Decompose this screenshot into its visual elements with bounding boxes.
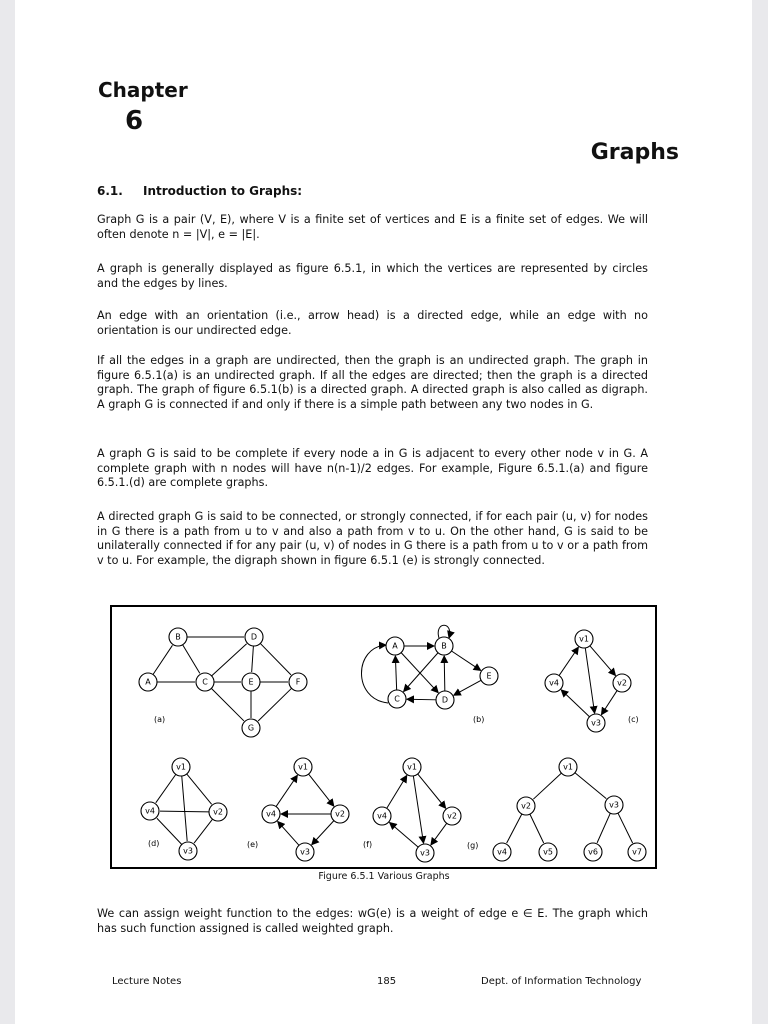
- graph-b-vertex-label: B: [441, 641, 447, 651]
- page-title: Graphs: [590, 140, 679, 165]
- graph-b-vertex-label: A: [392, 641, 398, 651]
- graph-a-vertex-label: G: [247, 723, 255, 733]
- panel-label-f: (f): [363, 840, 373, 849]
- graph-e-vertex-label: v2: [335, 809, 345, 819]
- graph-b-edge: [404, 653, 438, 692]
- graph-b-self-loop: [438, 625, 450, 638]
- graph-g-vertex-label: v3: [609, 800, 619, 810]
- graph-b-edge: [444, 656, 445, 691]
- graph-c-edge: [585, 648, 594, 713]
- graph-d-vertex-label: v1: [176, 762, 186, 772]
- graph-e-edge: [278, 821, 299, 845]
- graph-e-vertex-label: v1: [298, 762, 308, 772]
- graph-g-edge: [530, 814, 544, 843]
- paragraph-2: A graph is generally displayed as figure 6.5.1, in which the vertices are represented by circles and the edges by lines.: [97, 262, 648, 290]
- chapter-number: 6: [125, 106, 144, 136]
- graph-c-vertex-label: v2: [617, 678, 627, 688]
- graph-c-edge: [559, 647, 578, 675]
- graph-d-edge: [182, 776, 187, 841]
- graph-b-curved-edge: [362, 645, 389, 703]
- graph-g-edge: [597, 813, 610, 843]
- graph-g-edge: [575, 773, 606, 799]
- panel-label-a: (a): [154, 715, 166, 724]
- graph-a-edge: [212, 644, 247, 676]
- section-title: Introduction to Graphs:: [143, 184, 303, 198]
- graph-g-vertex-label: v4: [497, 847, 507, 857]
- graph-a-edge: [258, 688, 291, 721]
- graph-c-edge: [590, 646, 616, 676]
- graph-c-vertex-label: v4: [549, 678, 559, 688]
- footer-right: Dept. of Information Technology: [481, 976, 642, 987]
- graph-a-edge: [211, 688, 244, 721]
- graph-f-edge: [413, 776, 423, 843]
- graph-d-edge: [194, 819, 212, 843]
- graph-b-vertex-label: C: [394, 694, 400, 704]
- graph-b-vertex-label: D: [441, 695, 449, 705]
- vertices-layer: [139, 628, 646, 862]
- graph-c-vertex-label: v3: [591, 718, 601, 728]
- graph-a-edge: [252, 646, 254, 672]
- graph-b-vertex-label: E: [486, 671, 492, 681]
- graph-a-vertex-label: C: [202, 677, 208, 687]
- graph-f-edge: [387, 776, 407, 809]
- graph-d-vertex-label: v3: [183, 846, 193, 856]
- graph-b-edge: [395, 656, 396, 690]
- paragraph-5: A graph G is said to be complete if every node a in G is adjacent to every other node v in G. A complete graph with n nodes will have n(n-1)/2 edges. For example, Figure 6.5.1.(a) and figure 6.5.1.(d) are complete graphs.: [97, 447, 648, 489]
- figure-box: [110, 605, 657, 869]
- graph-e-vertex-label: v3: [300, 847, 310, 857]
- paragraph-3: An edge with an orientation (i.e., arrow head) is a directed edge, while an edge with no orientation is our undirected edge.: [97, 309, 648, 337]
- graph-g-edge: [533, 773, 561, 799]
- graphs-figure: [112, 607, 659, 871]
- panel-label-e: (e): [247, 840, 259, 849]
- graph-f-edge: [418, 774, 446, 808]
- graph-f-vertex-label: v4: [377, 811, 387, 821]
- figure-caption: Figure 6.5.1 Various Graphs: [318, 871, 450, 882]
- graph-d-edge: [187, 774, 212, 804]
- graph-f-vertex-label: v1: [407, 762, 417, 772]
- graph-a-edge: [183, 645, 200, 674]
- graph-f-vertex-label: v3: [420, 848, 430, 858]
- graph-b-edge: [454, 680, 481, 695]
- panel-labels-layer: [148, 715, 639, 850]
- graph-a-vertex-label: B: [175, 632, 181, 642]
- graph-g-vertex-label: v5: [543, 847, 553, 857]
- graph-a-vertex-label: E: [248, 677, 254, 687]
- panel-label-b: (b): [473, 715, 485, 724]
- graph-b-edge: [407, 699, 436, 700]
- graph-g-vertex-label: v1: [563, 762, 573, 772]
- graph-d-edge: [156, 774, 176, 802]
- graph-g-vertex-label: v7: [632, 847, 642, 857]
- graph-f-vertex-label: v2: [447, 811, 457, 821]
- footer-page-number: 185: [377, 976, 397, 987]
- graph-b-edge: [451, 651, 480, 670]
- section-heading: [97, 184, 302, 198]
- graph-a-edge: [153, 645, 172, 674]
- footer-left: Lecture Notes: [112, 976, 182, 987]
- graph-d-vertex-label: v2: [213, 807, 223, 817]
- graph-g-vertex-label: v6: [588, 847, 598, 857]
- graph-g-edge: [618, 813, 633, 843]
- graph-d-edge: [160, 811, 209, 812]
- panel-label-d: (d): [148, 839, 160, 848]
- graph-g-edge: [507, 814, 522, 843]
- graph-c-edge: [601, 691, 617, 715]
- graph-a-vertex-label: A: [145, 677, 151, 687]
- graph-e-edge: [276, 775, 297, 806]
- graph-a-edge: [260, 643, 291, 674]
- panel-label-c: (c): [628, 715, 639, 724]
- graph-f-edge: [390, 823, 419, 848]
- graph-e-edge: [309, 774, 334, 806]
- graph-a-vertex-label: D: [250, 632, 258, 642]
- graph-d-edge: [157, 818, 182, 844]
- graph-e-edge: [312, 821, 334, 845]
- paragraph-1: Graph G is a pair (V, E), where V is a finite set of vertices and E is a finite set of edges. We will often denote n = |V|, e = |E|.: [97, 213, 648, 241]
- graph-e-vertex-label: v4: [266, 809, 276, 819]
- section-number: 6.1.: [97, 184, 123, 198]
- paragraph-4: If all the edges in a graph are undirected, then the graph is an undirected graph. The graph in figure 6.5.1(a) is an undirected graph. If all the edges are directed; then the graph is a directed graph. The graph of figure 6.5.1(b) is a directed graph. A directed graph is also called as digraph. A graph G is connected if and only if there is a simple path between any two nodes in G.: [97, 354, 648, 411]
- paragraph-6: A directed graph G is said to be connected, or strongly connected, if for each pair (u, v) for nodes in G there is a path from u to v and also a path from v to u. On the other hand, G is said to be unilaterally connected if for any pair (u, v) of nodes in G there is a path from u to v or a path from v to u. For example, the digraph shown in figure 6.5.1 (e) is strongly connected.: [97, 510, 648, 567]
- chapter-label: Chapter: [98, 78, 188, 102]
- graph-f-edge: [431, 823, 447, 845]
- graph-d-vertex-label: v4: [145, 806, 155, 816]
- graph-g-vertex-label: v2: [521, 801, 531, 811]
- paragraph-7: We can assign weight function to the edges: wG(e) is a weight of edge e ∈ E. The graph which has such function assigned is called weighted graph.: [97, 907, 648, 935]
- graph-c-vertex-label: v1: [579, 634, 589, 644]
- panel-label-g: (g): [467, 841, 479, 850]
- graph-a-vertex-label: F: [295, 677, 301, 687]
- graph-c-edge: [561, 690, 589, 717]
